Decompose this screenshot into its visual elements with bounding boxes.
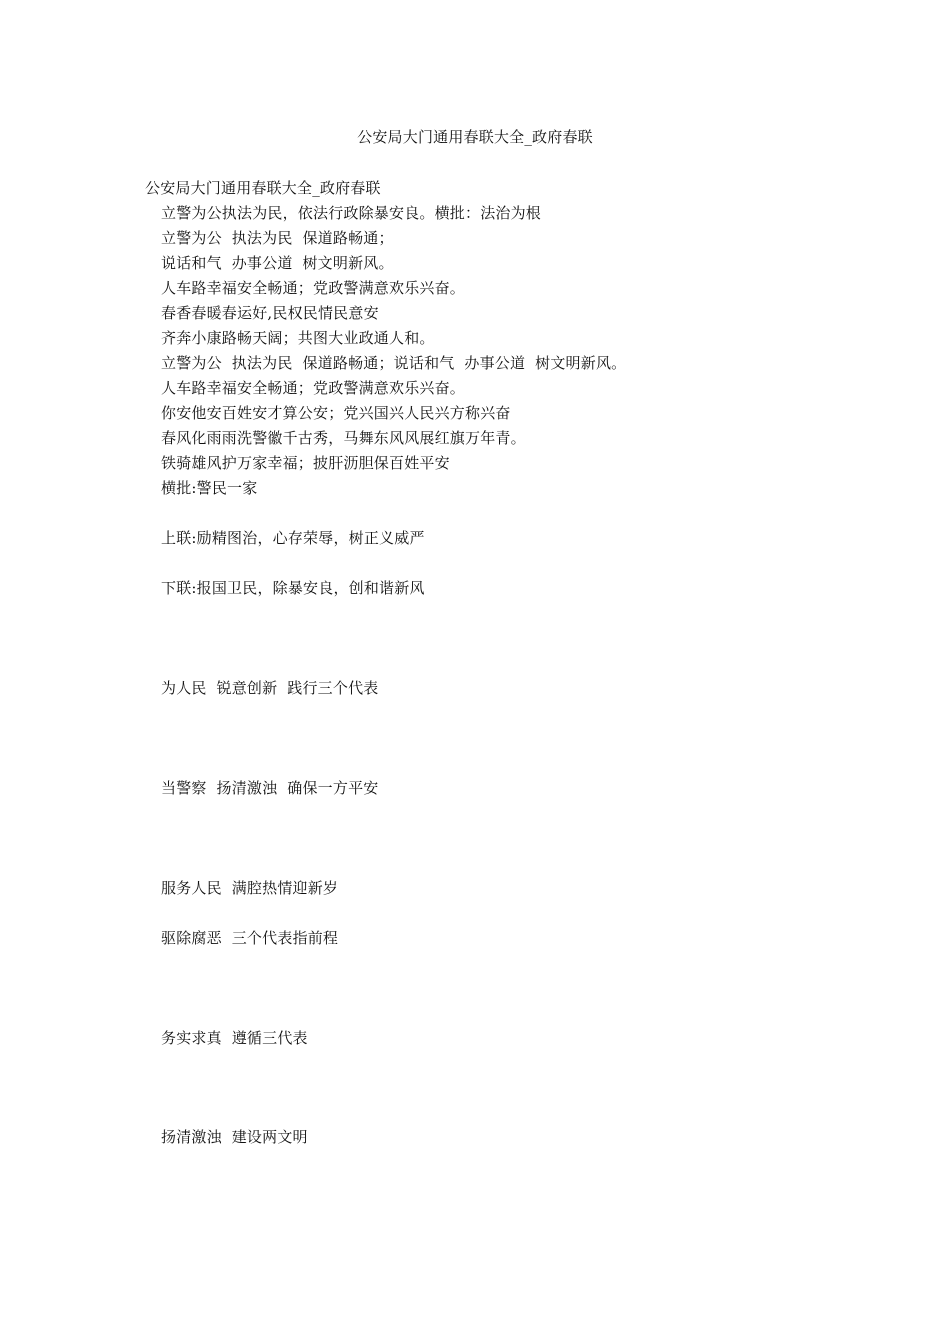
couplet-line: 你安他安百姓安才算公安；党兴国兴人民兴方称兴奋	[161, 404, 511, 422]
couplet-line: 齐奔小康路畅天阔；共图大业政通人和。	[161, 329, 435, 347]
couplet-line: 立警为公 执法为民 保道路畅通；	[161, 229, 394, 247]
extra-couplet-line: 驱除腐恶 三个代表指前程	[161, 929, 339, 947]
extra-couplet-line: 扬清激浊 建设两文明	[161, 1128, 308, 1146]
document-heading: 公安局大门通用春联大全_政府春联	[145, 179, 381, 197]
extra-couplet-line: 服务人民 满腔热情迎新岁	[161, 879, 339, 897]
couplet-line: 横批:警民一家	[161, 479, 258, 497]
couplet-line: 铁骑雄风护万家幸福；披肝沥胆保百姓平安	[161, 454, 450, 472]
couplet-line: 立警为公执法为民，依法行政除暴安良。横批：法治为根	[161, 204, 542, 222]
couplet-line: 说话和气 办事公道 树文明新风。	[161, 254, 394, 272]
couplet-line: 人车路幸福安全畅通；党政警满意欢乐兴奋。	[161, 379, 466, 397]
couplet-line: 人车路幸福安全畅通；党政警满意欢乐兴奋。	[161, 279, 466, 297]
extra-couplet-line: 当警察 扬清激浊 确保一方平安	[161, 779, 379, 797]
document-title: 公安局大门通用春联大全_政府春联	[357, 128, 593, 146]
couplet-line: 立警为公 执法为民 保道路畅通；说话和气 办事公道 树文明新风。	[161, 354, 627, 372]
couplet-line: 春香春暖春运好,民权民情民意安	[161, 304, 379, 322]
extra-couplet-line: 务实求真 遵循三代表	[161, 1029, 308, 1047]
lower-couplet: 下联:报国卫民，除暴安良，创和谐新风	[161, 579, 425, 597]
upper-couplet: 上联:励精图治，心存荣辱，树正义威严	[161, 529, 425, 547]
couplet-line: 春风化雨雨洗警徽千古秀，马舞东风风展红旗万年青。	[161, 429, 526, 447]
extra-couplet-line: 为人民 锐意创新 践行三个代表	[161, 679, 379, 697]
